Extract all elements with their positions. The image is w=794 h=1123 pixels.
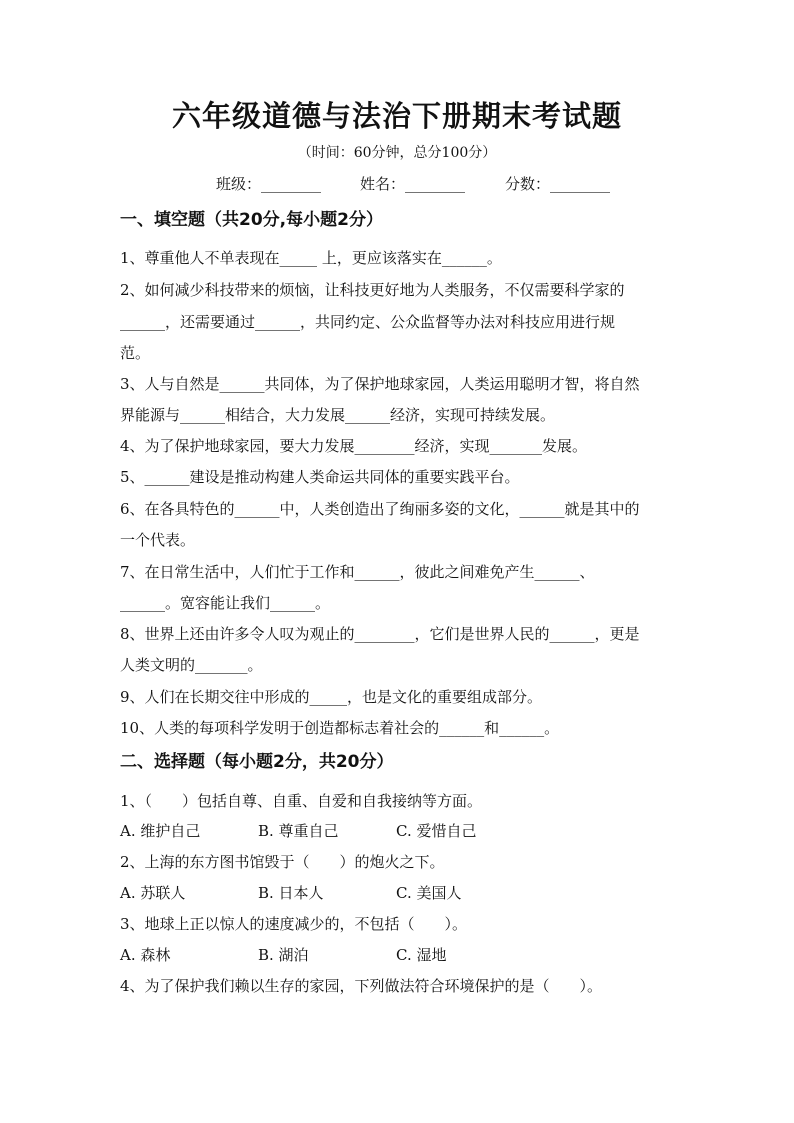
choice-option: B. 日本人 <box>258 884 324 902</box>
choice-question-stem: 1、（ ）包括自尊、自重、自爱和自我接纳等方面。 <box>120 792 483 810</box>
question-line: 2、如何减少科技带来的烦恼，让科技更好地为人类服务，不仅需要科学家的 <box>120 281 625 299</box>
question-line: 8、世界上还由许多令人叹为观止的________，它们是世界人民的______，更是 <box>120 625 640 643</box>
choice-question-stem: 3、地球上正以惊人的速度减少的，不包括（ ）。 <box>120 915 468 933</box>
question-line: 10、人类的每项科学发明于创造都标志着社会的______和______。 <box>120 719 560 737</box>
question-line: ______。宽容能让我们______。 <box>120 594 331 612</box>
question-line: 人类文明的_______。 <box>120 656 263 674</box>
choice-option: C. 湿地 <box>396 946 447 964</box>
exam-time-score: （时间：60分钟，总分100分） <box>297 145 497 161</box>
choice-option: C. 美国人 <box>396 884 462 902</box>
choice-option: A. 森林 <box>120 946 171 964</box>
question-line: 3、人与自然是______共同体，为了保护地球家园，人类运用聪明才智，将自然 <box>120 375 640 393</box>
question-line: 6、在各具特色的______中，人类创造出了绚丽多姿的文化，______就是其中的 <box>120 500 640 518</box>
choice-option: B. 湖泊 <box>258 946 309 964</box>
section-heading-multiple-choice: 二、选择题（每小题2分，共20分） <box>120 752 394 772</box>
question-line: ______，还需要通过______，共同约定、公众监督等办法对科技应用进行规 <box>120 313 616 331</box>
name-field: 姓名：________ <box>360 175 466 193</box>
choice-option: C. 爱惜自己 <box>396 822 477 840</box>
choice-question-stem: 4、为了保护我们赖以生存的家园，下列做法符合环境保护的是（ ）。 <box>120 977 603 995</box>
question-line: 范。 <box>120 344 151 362</box>
question-line: 一个代表。 <box>120 531 196 549</box>
question-line: 4、为了保护地球家园，要大力发展________经济，实现_______发展。 <box>120 437 588 455</box>
page-title: 六年级道德与法治下册期末考试题 <box>171 99 622 133</box>
section-heading-fill-blank: 一、填空题（共20分,每小题2分） <box>120 210 383 230</box>
choice-option: A. 苏联人 <box>120 884 186 902</box>
score-field: 分数：________ <box>505 175 611 193</box>
choice-option: B. 尊重自己 <box>258 822 339 840</box>
question-line: 1、尊重他人不单表现在_____ 上，更应该落实在______。 <box>120 249 502 267</box>
question-line: 9、人们在长期交往中形成的_____，也是文化的重要组成部分。 <box>120 688 543 706</box>
class-field: 班级：________ <box>216 175 322 193</box>
choice-question-stem: 2、上海的东方图书馆毁于（ ）的炮火之下。 <box>120 853 445 871</box>
question-line: 界能源与______相结合，大力发展______经济，实现可持续发展。 <box>120 406 556 424</box>
question-line: 5、______建设是推动构建人类命运共同体的重要实践平台。 <box>120 468 520 486</box>
choice-option: A. 维护自己 <box>120 822 201 840</box>
question-line: 7、在日常生活中，人们忙于工作和______，彼此之间难免产生______、 <box>120 563 595 581</box>
